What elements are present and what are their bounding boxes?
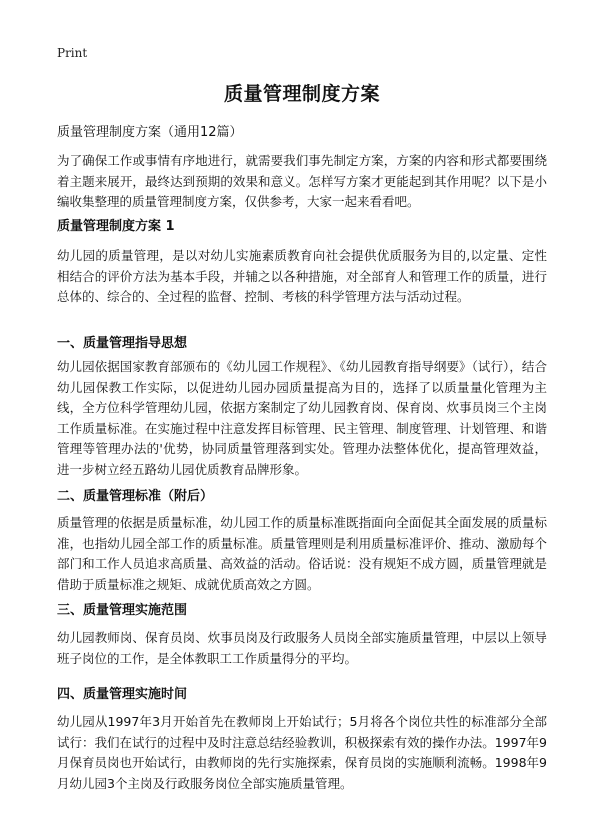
intro-paragraph: 为了确保工作或事情有序地进行，就需要我们事先制定方案，方案的内容和形式都要围绕着主题来展开，最终达到预期的效果和意义。怎样写方案才更能起到其作用呢？以下是小编收集整理的质量管理制度方案，仅供参考，大家一起来看看吧。	[57, 153, 547, 209]
section-paragraph-scope: 幼儿园教师岗、保育员岗、炊事员岗及行政服务人员岗全部实施质量管理，中层以上领导班子岗位的工作，是全体教职工工作质量得分的平均。	[57, 630, 547, 666]
section-paragraph-timeline: 幼儿园从1997年3月开始首先在教师岗上开始试行；5月将各个岗位共性的标准部分全部试行：我们在试行的过程中及时注意总结经验教训，积极探索有效的操作办法。1997年9月保育员岗也开始试行，由教师岗的先行实施探索，保育员岗的实施顺利流畅。1998年9月幼儿园3个主岗及行政服务岗位全部实施质量管理。	[57, 714, 547, 791]
section-heading-timeline: 四、质量管理实施时间	[57, 687, 188, 702]
section-heading-guiding-principle: 一、质量管理指导思想	[57, 336, 188, 351]
plan-1-heading: 质量管理制度方案 1	[57, 219, 175, 234]
plan-1-paragraph: 幼儿园的质量管理，是以对幼儿实施素质教育向社会提供优质服务为目的,以定量、定性相结合的评价方法为基本手段，并辅之以各种措施，对全部育人和管理工作的质量，进行总体的、综合的、全过程的监督、控制、考核的科学管理方法与活动过程。	[57, 248, 547, 304]
print-label: Print	[57, 46, 88, 60]
page-title: 质量管理制度方案	[223, 83, 380, 105]
section-heading-quality-standard: 二、质量管理标准（附后）	[57, 489, 214, 504]
section-paragraph-guiding-principle: 幼儿园依据国家教育部颁布的《幼儿园工作规程》、《幼儿园教育指导纲要》（试行），结合幼儿园保教工作实际，以促进幼儿园办园质量提高为目的，选择了以质量量化管理为主线，全方位科学管理幼儿园，依据方案制定了幼儿园教育岗、保育岗、炊事员岗三个主岗工作质量标准。在实施过程中注意发挥目标管理、民主管理、制度管理、计划管理、和谐管理等管理办法的'优势，协同质量管理落到实处。管理办法整体优化，提高管理效益，进一步树立经五路幼儿园优质教育品牌形象。	[57, 359, 547, 477]
section-heading-scope: 三、质量管理实施范围	[57, 603, 188, 618]
section-paragraph-quality-standard: 质量管理的依据是质量标准，幼儿园工作的质量标准既指面向全面促其全面发展的质量标准，也指幼儿园全部工作的质量标准。质量管理则是利用质量标准评价、推动、激励每个部门和工作人员追求高质量、高效益的活动。俗话说：没有规矩不成方圆，质量管理就是借助于质量标准之规矩、成就优质高效之方圆。	[57, 515, 547, 592]
document-subtitle: 质量管理制度方案（通用12篇）	[57, 125, 243, 140]
